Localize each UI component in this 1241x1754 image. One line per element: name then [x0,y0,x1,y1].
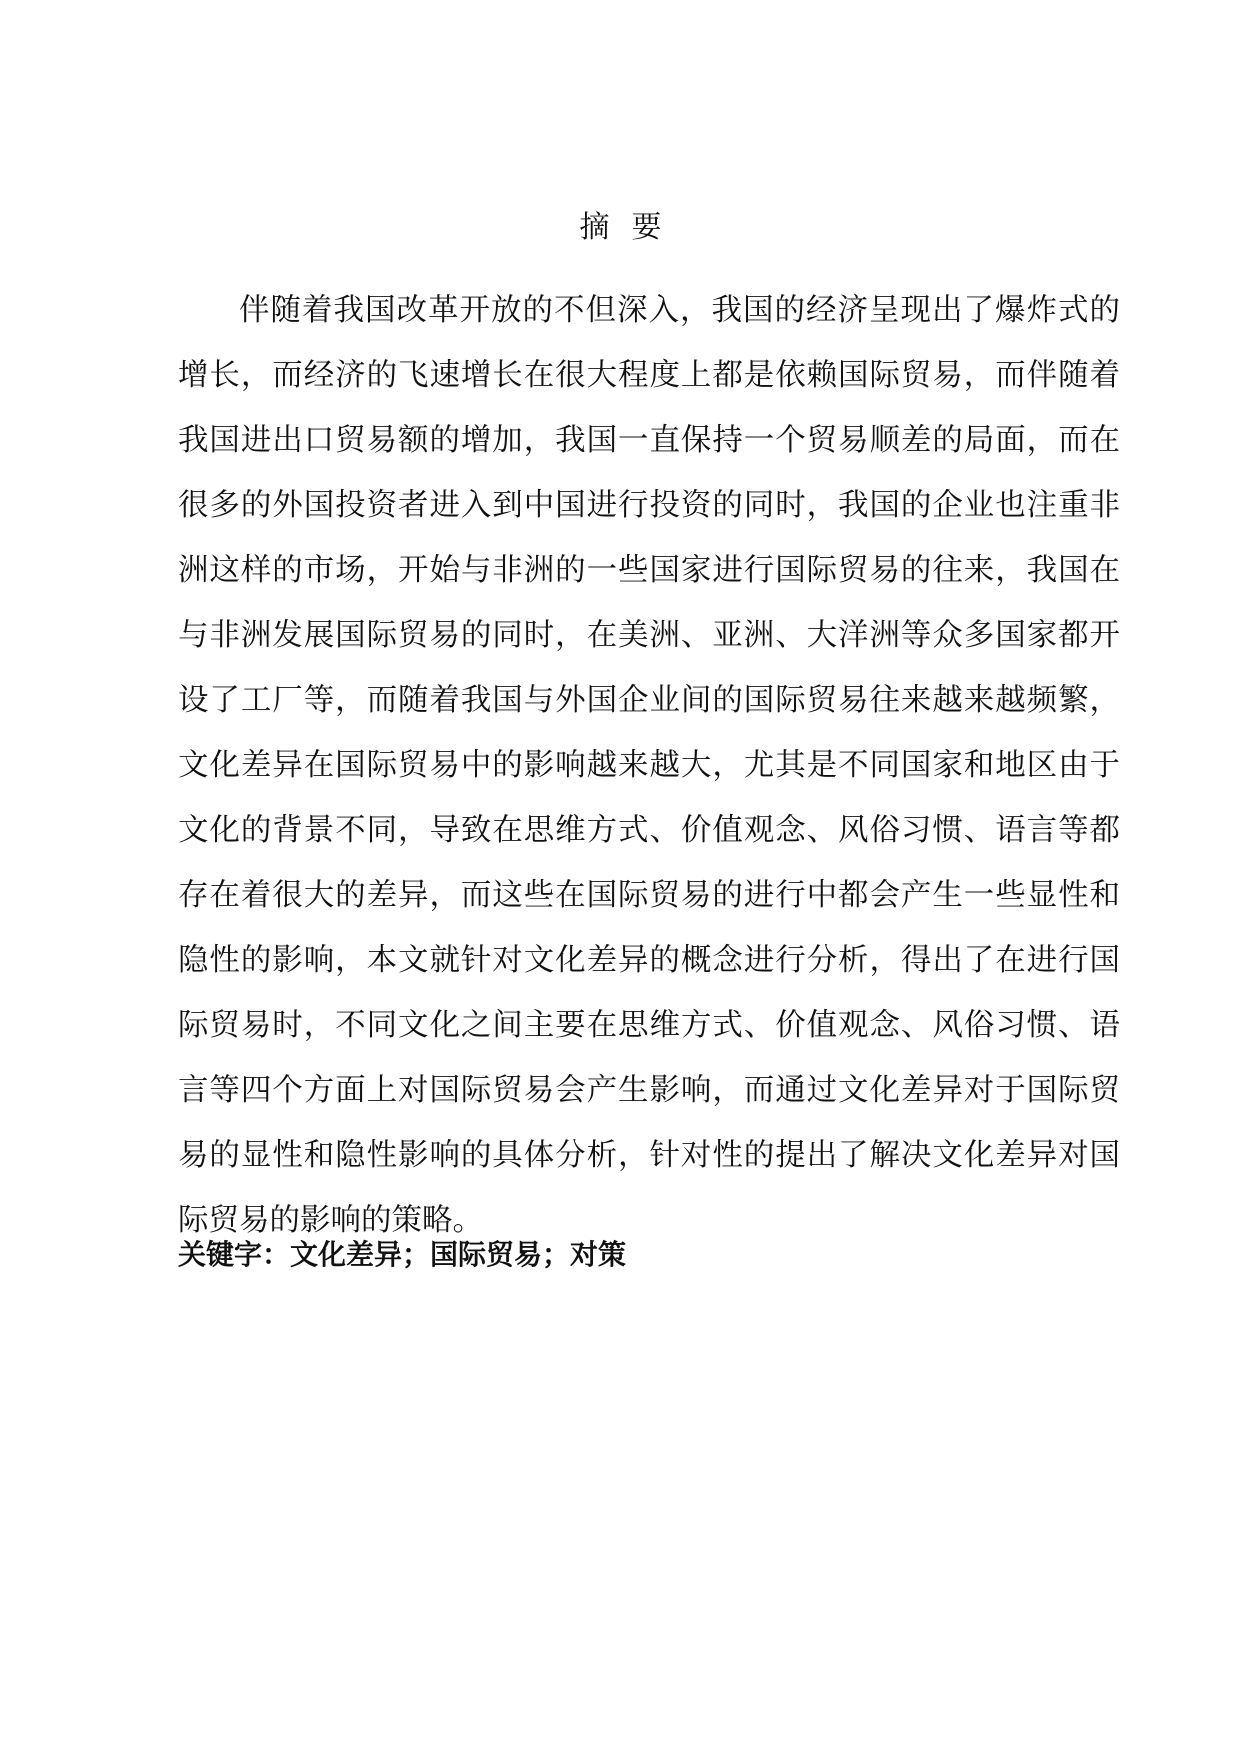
keywords-line: 关键字：文化差异；国际贸易；对策 [178,1238,627,1271]
abstract-title: 摘要 [579,210,684,246]
abstract-paragraph: 伴随着我国改革开放的不但深入，我国的经济呈现出了爆炸式的增长，而经济的飞速增长在很大程度上都是依赖国际贸易，而伴随着我国进出口贸易额的增加，我国一直保持一个贸易顺差的局面，而在很多的外国投资者进入到中国进行投资的同时，我国的企业也注重非洲这样的市场，开始与非洲的一些国家进行国际贸易的往来，我国在与非洲发展国际贸易的同时，在美洲、亚洲、大洋洲等众多国家都开设了工厂等，而随着我国与外国企业间的国际贸易往来越来越频繁，文化差异在国际贸易中的影响越来越大，尤其是不同国家和地区由于文化的背景不同，导致在思维方式、价值观念、风俗习惯、语言等都存在着很大的差异，而这些在国际贸易的进行中都会产生一些显性和隐性的影响，本文就针对文化差异的概念进行分析，得出了在进行国际贸易时，不同文化之间主要在思维方式、价值观念、风俗习惯、语言等四个方面上对国际贸易会产生影响，而通过文化差异对于国际贸易的显性和隐性影响的具体分析，针对性的提出了解决文化差异对国际贸易的影响的策略。 [178,293,1120,1238]
